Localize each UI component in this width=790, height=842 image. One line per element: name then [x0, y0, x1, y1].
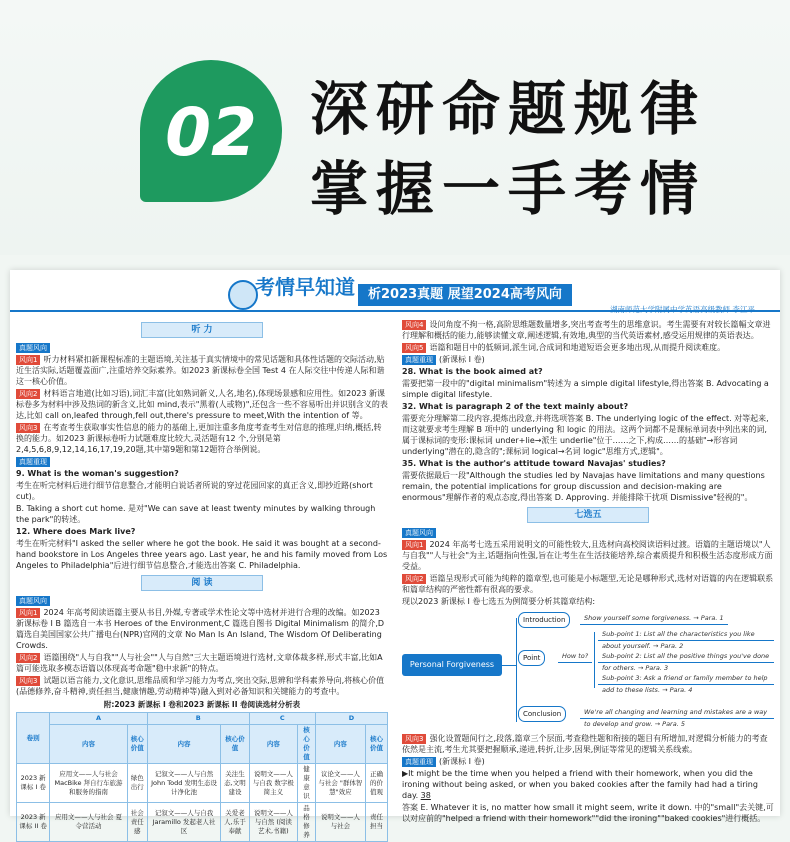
table-subheader-cell: 内容	[147, 725, 221, 764]
table-subheader-cell: 核心价值	[221, 725, 249, 764]
mindmap-node-point: Point	[518, 650, 545, 666]
seven-trend-2-more: 现以2023 新课标 I 卷七选五为例简要分析其篇章结构:	[402, 597, 596, 606]
question-9: 9. What is the woman's suggestion?	[16, 469, 179, 478]
mindmap-center: Personal Forgiveness	[402, 654, 502, 676]
table-cell: 说明文——人与自然 (阅读艺术,书籍)	[249, 803, 297, 842]
mindmap-leaf: Sub-point 1: List all the characteristics you like about yourself. → Para. 2	[598, 628, 774, 641]
mascot-icon	[228, 280, 258, 310]
table-cell: 2023 新课标 II 卷	[17, 803, 50, 842]
seven-trend-tag: 真题风向	[402, 528, 436, 538]
header-divider	[10, 310, 780, 312]
table-row	[17, 803, 388, 842]
question-35-explanation: 需要依据最后一段"Although the studies led by Navajas have limitations and many questions remain, the potential implications for group discussion and decision-making are enormous"理解作者的观点态度,得出答案 D. Approving. 并能排除干扰项 Dismissive"轻视的"。	[402, 471, 765, 502]
reading-trend-1: 风向1 2024 年高考阅读语篇主要从书目,外媒,专著或学术性论文等中选材并进行合理的改编。如2023 新课标卷 I B 篇选自一本书 Heroes of the Environment,C 篇选自图书 Digital Minimalism 的简介,D 篇选自美国国家公共广播电台(NPR)官网的文章 No Man Is An Island, The Wisdom Of Deliberating Crowds.	[16, 608, 385, 650]
table-cell: 正确的价值观	[365, 764, 387, 803]
reading-trend-2: 风向2 语篇围绕"人与自我""人与社会""人与自然"三大主题语境进行选材,文章体裁多样,形式丰富,比如A篇可能选取多模态语篇以体现高考命题"稳中求新"的特点。	[16, 653, 383, 673]
mindmap-connector	[594, 632, 595, 688]
table-subheader-cell: 内容	[249, 725, 297, 764]
seven-trend-3: 风向3 强化设置题间行之,段落,篇章三个层面,考查稳性题和衔接的题目有所增加,对逻辑分析能力的考查依然是主流,考生尤其要把握顺承,递进,转折,让步,因果,例证等常见的逻辑关系线索。	[402, 734, 768, 754]
section-title-seven-choose-five: 七选五	[527, 507, 649, 523]
question-35: 35. What is the author's attitude toward Navajas' studies?	[402, 459, 666, 468]
table-cell: 品格修养	[298, 803, 316, 842]
headline-line-2: 掌握一手考情	[310, 155, 707, 223]
table-header-cell: A	[50, 713, 148, 725]
table-cell: 健康意识	[298, 764, 316, 803]
table-row	[17, 764, 388, 803]
mindmap-connector	[502, 665, 516, 666]
mindmap-node-introduction: Introduction	[518, 612, 570, 628]
table-cell: 应用文——人与社会 夏令营活动	[50, 803, 128, 842]
question-28: 28. What is the book aimed at?	[402, 367, 543, 376]
table-header-cell: C	[249, 713, 315, 725]
document-page	[10, 270, 780, 839]
seven-item-text: ▶It might be the time when you helped a friend with their homework, when you did the ironing without being asked, or when you baked cookies after the family had had a tiring day. 38	[402, 769, 758, 800]
mindmap-connector	[516, 618, 517, 722]
seven-answer: 答案 E. Whatever it is, no matter how small it might seem, write it down. 中的"small"去关键,可以对应前的"helped a friend with their homework""did the ironing""baked cookies"进行概括。	[402, 803, 774, 823]
mindmap-leaf: Sub-point 3: Ask a friend or family member to help add to these lists. → Para. 4	[598, 672, 774, 685]
table-cell: 议论文——人与社会 "群体智慧"效应	[315, 764, 365, 803]
seven-trend-1: 风向1 2024 年高考七选五采用说明文的可能性较大,且选材向高校阅读语料过渡。语篇的主题语境以"人与自我""人与社会"为主,话题指向性强,旨在让考生在生活技能培养,综合素质提升和积极生活态度形成方面受益。	[402, 540, 773, 571]
question-32: 32. What is paragraph 2 of the text mainly about?	[402, 402, 629, 411]
headline-line-1: 深研命题规律	[310, 75, 707, 143]
table-cell: 记叙文——人与自我 Jaramillo 发起老人社区	[147, 803, 221, 842]
table-cell: 绿色出行	[127, 764, 147, 803]
structure-mindmap	[402, 610, 774, 730]
trend-tag: 真题风向	[16, 343, 50, 353]
question-9-option: B. Taking a short cut home. 是对"We can save at least twenty minutes by walking through the park"的转述。	[16, 504, 376, 524]
brand-title: 考情早知道	[255, 275, 355, 299]
document-header	[10, 270, 780, 318]
listening-trend-2: 风向2 材料语言地道(比如习语),词汇丰富(比如熟词新义,人名,地名),体现场景感和应用性。如2023 新课标卷多为材料中涉及热词的新含义,比如 mind,表示"黑着(人或物)",还包含一些不容易听出并识别含义的表达,比如 call on,leafed through,fell out,there's pressure to meet,With the intention of 等。	[16, 389, 388, 420]
hero-banner	[0, 0, 790, 255]
table-subheader-cell: 内容	[50, 725, 128, 764]
left-column	[16, 318, 388, 842]
table-cell: 记叙文——人与自然 John Todd 发明生态设计净化池	[147, 764, 221, 803]
table-cell: 应用文——人与社会 MacBike 拜自行车旅游和服务的指南	[50, 764, 128, 803]
focus-source: (新课标 I 卷)	[439, 355, 485, 364]
table-cell: 社会责任感	[127, 803, 147, 842]
table-subheader-cell: 内容	[315, 725, 365, 764]
right-column	[402, 318, 774, 825]
table-cell: 说明文——人与社会	[315, 803, 365, 842]
section-number: 02	[165, 94, 257, 171]
seven-focus-tag: 真题重现	[402, 757, 436, 767]
table-subheader-cell: 核心价值	[298, 725, 316, 764]
table-cell: 说明文——人与自我 数字极简主义	[249, 764, 297, 803]
table-cell: 2023 新课标 I 卷	[17, 764, 50, 803]
listening-trend-3: 风向3 在考查考生获取事实性信息的能力的基础上,更加注重多角度考查考生对信息的推理,归纳,概括,转换的能力。如2023 新课标卷听力试题难度比较大,灵活题有12 个,分别是第2,4,5,6,8,9,12,14,16,17,19,20题,其中第9题和第12题符合举例说。	[16, 423, 382, 454]
mindmap-leaf: Sub-point 2: List all the positive things you've done for others. → Para. 3	[598, 650, 774, 663]
table-subheader-cell: 核心价值	[365, 725, 387, 764]
reading-trend-tag: 真题风向	[16, 596, 50, 606]
mindmap-leaf: Show yourself some forgiveness. → Para. 1	[580, 612, 728, 625]
reading-analysis-table	[16, 712, 388, 842]
mindmap-node-conclusion: Conclusion	[518, 706, 566, 722]
question-32-explanation: 需要充分理解第二段内容,提炼出段意,并将选项答案 B. The underlying logic of the effect. 对等起来,而这就要求考生理解 B 项中的 underlying 和 logic 的用法。这两个词都不是课标单词表中列出来的词,属于课标词的变形:课标词 under+lie→派生 underlie"位于……之下,构成……的基础"→形容词 underlying"潜在的,隐含的";课标词 logical→名词 logic"思维方式,逻辑"。	[402, 414, 769, 456]
section-number-badge	[140, 60, 282, 202]
section-title-listening: 听 力	[141, 322, 263, 338]
mindmap-leaf: We're all changing and learning and mistakes are a way to develop and grow. → Para. 5	[580, 706, 774, 719]
reading-trend-5: 风向5 语篇和题目中的低频词,派生词,合成词和地道短语会更多地出现,从而提升阅读难度。	[402, 342, 774, 353]
reading-trend-3: 风向3 试题以语言能力,文化意识,思维品质和学习能力为考点,突出交际,思辨和学科素养导向,将核心价值(品德修养,奋斗精神,责任担当,健康情趣,劳动精神等)融入到对必备知识和关键能力的考查中。	[16, 676, 385, 696]
table-subheader-cell: 核心价值	[127, 725, 147, 764]
mindmap-leaf: How to?	[558, 650, 592, 663]
question-12-explanation: 考生在听完材料"I asked the seller where he got the book. He said it was bought at a second-hand bookstore in Los Angeles three years ago. Last year, he and his family moved from Los Angeles to Philadelphia"后进行细节信息整合,才能选出答案 C. Philadelphia.	[16, 539, 388, 570]
table-header-cell: D	[315, 713, 387, 725]
focus-tag: 真题重现	[402, 355, 436, 365]
section-title-reading: 阅 读	[141, 575, 263, 591]
listening-trend-1: 风向1 听力材料紧扣新课程标准的主题语境,关注基于真实情境中的常见话题和具体性话题的交际活动,贴近生活实际,话题覆盖面广,注重培养交际素养。如2023 新课标卷全国 Test 4 在人际交往中传递人际和谐这一核心价值。	[16, 355, 385, 386]
table-cell: 关注生态,文明建设	[221, 764, 249, 803]
question-12: 12. Where does Mark live?	[16, 527, 136, 536]
table-cell: 责任担当	[365, 803, 387, 842]
reading-trend-4: 风向4 设问角度不拘一格,高阶思维题数量增多,突出考查考生的思维意识。考生需要有对较长篇幅文章进行理解和概括的能力,能够读懂文章,阐述逻辑,有效地,典型的当代英语素材,感受运用规律的英语表达。	[402, 320, 771, 340]
seven-focus-source: (新课标 I 卷)	[439, 757, 485, 766]
table-cell: 关爱老人,乐于奉献	[221, 803, 249, 842]
table-header-cell: B	[147, 713, 249, 725]
seven-trend-2: 风向2 语篇呈现形式可能为纯粹的篇章型,也可能是小标题型,无论是哪种形式,选材对语篇的内在逻辑联系和篇章结构的严密性都有很高的要求。	[402, 574, 774, 594]
question-9-explanation: 考生在听完材料后进行细节信息整合,才能明白说话者所说的穿过花园回家的真正含义,即抄近路(short cut)。	[16, 481, 373, 501]
focus-tag: 真题重现	[16, 457, 50, 467]
table-title: 附:2023 新课标 I 卷和2023 新课标 II 卷阅读选材分析表	[103, 700, 301, 709]
question-28-explanation: 需要把第一段中的"digital minimalism"转述为 a simple digital lifestyle,得出答案 B. Advocating a simple digital lifestyle.	[402, 379, 769, 399]
blank-number: 38	[420, 791, 431, 800]
table-header-cell: 卷别	[17, 713, 50, 764]
brand-tagline: 析2023真题 展望2024高考风向	[358, 284, 572, 306]
